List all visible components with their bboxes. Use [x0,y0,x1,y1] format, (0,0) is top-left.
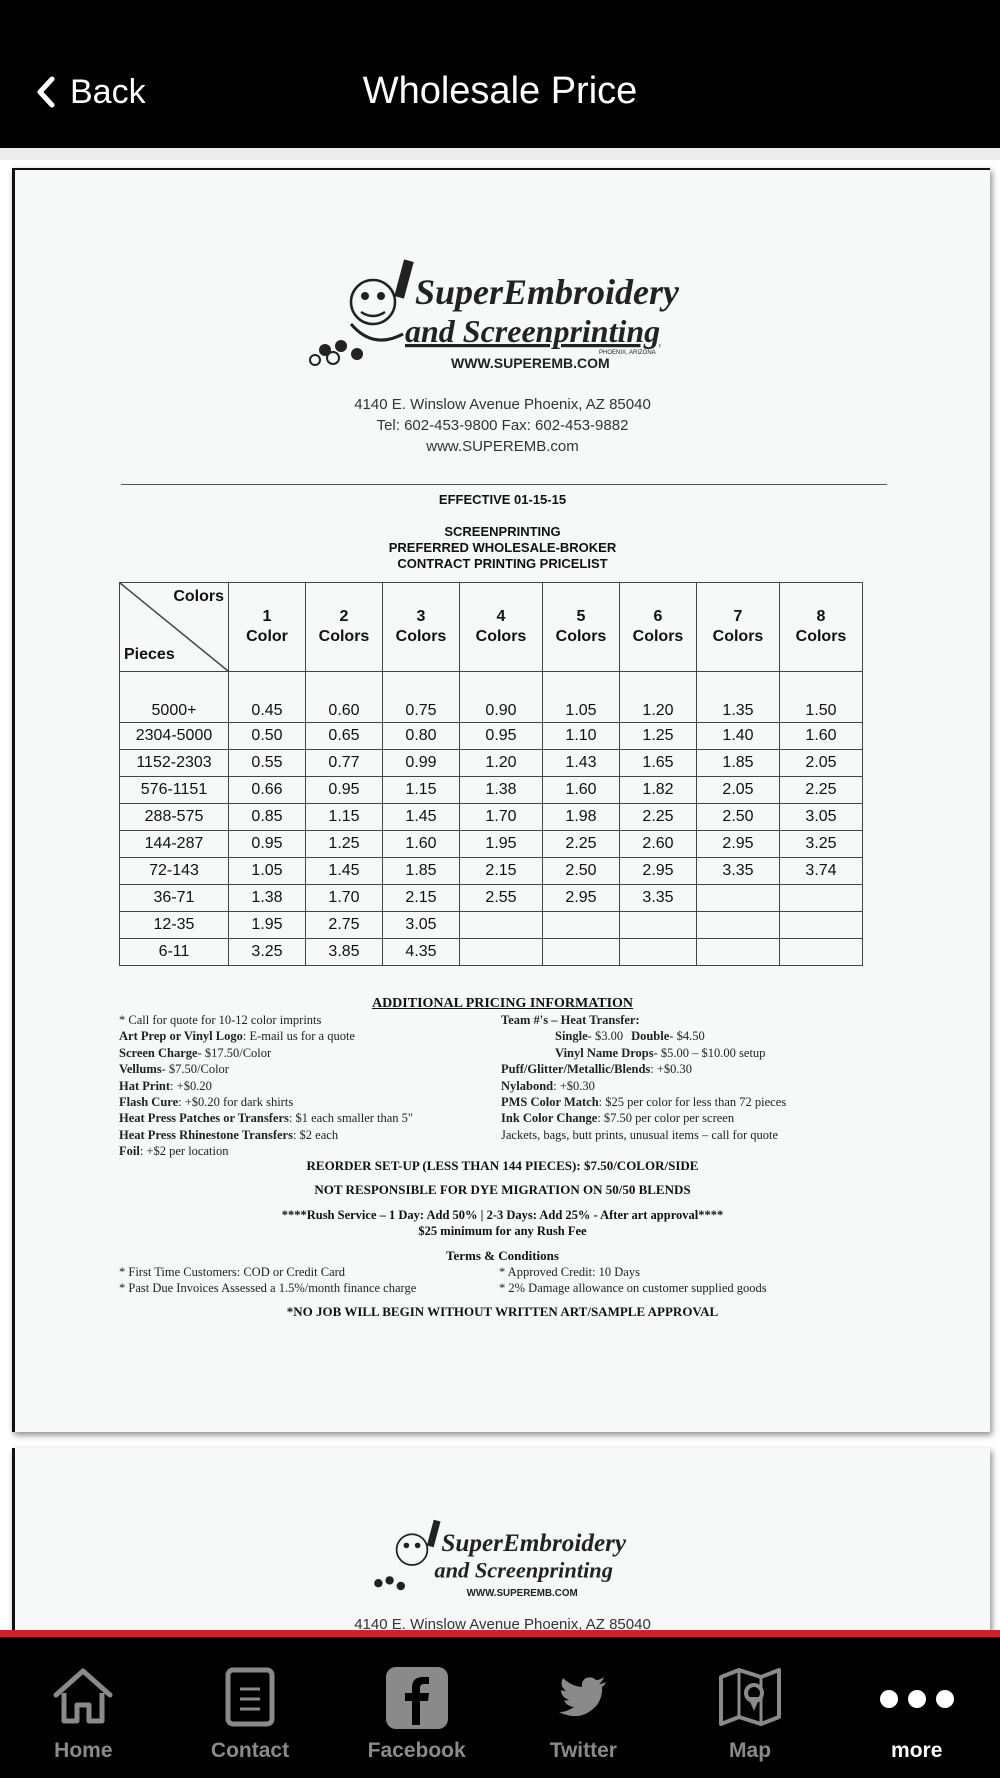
price-table-cell: 1.20 [460,750,543,777]
price-table-cell: 1.98 [543,804,620,831]
price-table-cell [543,939,620,966]
pricing-info-line: Foil: +$2 per location [119,1144,229,1159]
price-table-cell: 1.38 [229,885,306,912]
pricing-info-line: Jackets, bags, butt prints, unusual items – call for quote [501,1127,779,1142]
company-logo [15,254,990,374]
pricing-info-line: Ink Color Change: $7.50 per color per screen [501,1111,735,1126]
price-table-row [120,912,863,939]
price-table-cell: 1.45 [306,858,383,885]
svg-text:PHOENIX, ARIZONA: PHOENIX, ARIZONA [598,350,656,356]
price-table [119,582,863,966]
price-table-column-header: 3 Colors [383,583,460,672]
price-table-cell: 2.25 [780,777,863,804]
price-table-row [120,723,863,750]
more-dots-icon [879,1689,955,1709]
price-table-cell: 2.75 [306,912,383,939]
price-table-quantity-cell: 6-11 [120,939,229,966]
pricing-info-line: Puff/Glitter/Metallic/Blends: +$0.30 [501,1062,693,1077]
document-page-2 [12,1448,990,1630]
price-table-cell: 0.77 [306,750,383,777]
price-table-cell [460,939,543,966]
approval-notice: *NO JOB WILL BEGIN WITHOUT WRITTEN ART/SAMPLE APPROVAL [286,1304,719,1319]
additional-pricing-right [501,1012,881,1143]
heading-screenprinting: SCREENPRINTING [444,524,561,539]
tab-home[interactable] [0,1637,167,1778]
price-table-cell: 1.38 [460,777,543,804]
price-table-cell: 2.05 [780,750,863,777]
price-table-cell: 2.95 [620,858,697,885]
pricing-info-line: Double- $4.50 [631,1029,705,1044]
price-table-corner: Colors Pieces [120,583,229,672]
rush-service: ****Rush Service – 1 Day: Add 50% | 2-3 Days: Add 25% - After art approval**** [281,1208,724,1222]
price-table-row [120,939,863,966]
price-table-cell: 2.50 [543,858,620,885]
tab-contact[interactable] [167,1637,334,1778]
price-table-cell: 1.85 [697,750,780,777]
price-table-cell: 1.15 [306,804,383,831]
price-table-cell: 2.55 [460,885,543,912]
company-phone: Tel: 602-453-9800 Fax: 602-453-9882 [376,417,629,434]
price-table-cell: 0.95 [229,831,306,858]
terms-damage-allowance: * 2% Damage allowance on customer supplied goods [499,1281,767,1295]
pricing-info-line: Team #'s – Heat Transfer: [501,1013,640,1027]
svg-text:SuperEmbroidery: SuperEmbroidery [414,272,679,312]
price-table-cell [697,885,780,912]
rush-minimum: $25 minimum for any Rush Fee [418,1224,587,1238]
price-table-column-header: 2 Colors [306,583,383,672]
price-table-cell: 0.55 [229,750,306,777]
price-table-quantity-cell: 576-1151 [120,777,229,804]
price-table-cell: 2.50 [697,804,780,831]
back-label: Back [70,72,146,111]
price-table-cell [780,885,863,912]
price-table-row [120,777,863,804]
pricing-info-line: PMS Color Match: $25 per color for less than 72 pieces [501,1095,787,1110]
price-table-cell: 1.65 [620,750,697,777]
price-table-cell: 3.05 [383,912,460,939]
tab-more[interactable] [833,1637,1000,1778]
price-table-header [120,583,863,672]
facebook-icon [386,1667,448,1729]
price-table-cell: 1.82 [620,777,697,804]
price-table-cell: 1.70 [306,885,383,912]
price-table-cell: 1.05 [229,858,306,885]
price-table-cell: 1.40 [697,723,780,750]
terms-first-time: * First Time Customers: COD or Credit Card [119,1265,346,1279]
svg-text:and Screenprinting: and Screenprinting [433,1557,613,1583]
terms-approved-credit: * Approved Credit: 10 Days [499,1265,640,1279]
tab-facebook[interactable] [333,1637,500,1778]
price-table-cell: 1.50 [780,672,863,723]
price-table-cell: 0.66 [229,777,306,804]
price-table-cell: 0.90 [460,672,543,723]
price-table-cell: 1.60 [383,831,460,858]
additional-pricing-title: ADDITIONAL PRICING INFORMATION [371,996,634,1011]
price-table-column-header: 6 Colors [620,583,697,672]
accent-line [0,1630,1000,1637]
price-table-cell [543,912,620,939]
pricing-info-line: Vinyl Name Drops- $5.00 – $10.00 setup [555,1045,766,1060]
price-table-cell: 1.95 [229,912,306,939]
divider-rule [121,484,887,485]
pricing-info-line: * Call for quote for 10-12 color imprints [119,1013,322,1027]
price-table-cell [460,912,543,939]
price-table-cell: 1.43 [543,750,620,777]
price-table-cell: 0.75 [383,672,460,723]
divider [0,148,1000,160]
company-address-page2: 4140 E. Winslow Avenue Phoenix, AZ 85040 [354,1616,651,1630]
tab-map[interactable] [667,1637,834,1778]
price-table-cell: 0.65 [306,723,383,750]
reorder-setup: REORDER SET-UP (LESS THAN 144 PIECES): $7.50/COLOR/SIDE [306,1158,699,1173]
map-icon [718,1667,782,1727]
tab-home-label: Home [54,1739,113,1762]
price-table-column-header: 5 Colors [543,583,620,672]
price-table-row [120,804,863,831]
price-table-cell: 2.05 [697,777,780,804]
price-table-cell: 3.35 [620,885,697,912]
price-table-cell: 3.85 [306,939,383,966]
price-table-cell: 3.74 [780,858,863,885]
price-table-cell: 2.95 [697,831,780,858]
svg-text:WWW.SUPEREMB.COM: WWW.SUPEREMB.COM [450,355,610,371]
tab-more-label: more [891,1739,943,1762]
price-table-cell: 0.99 [383,750,460,777]
price-table-cell: 1.05 [543,672,620,723]
price-table-cell: 2.15 [383,885,460,912]
price-table-cell: 1.95 [460,831,543,858]
pricing-info-line: Hat Print: +$0.20 [119,1078,212,1093]
price-table-cell: 1.70 [460,804,543,831]
price-table-cell: 4.35 [383,939,460,966]
price-table-cell [620,939,697,966]
price-table-cell: 3.25 [229,939,306,966]
price-table-cell: 1.85 [383,858,460,885]
price-table-row [120,672,863,723]
terms-past-due: * Past Due Invoices Assessed a 1.5%/month finance charge [119,1281,417,1295]
navigation-bar [0,0,1000,148]
price-table-cell: 3.05 [780,804,863,831]
price-table-cell: 3.35 [697,858,780,885]
svg-text:and Screenprinting: and Screenprinting [404,313,660,349]
price-table-column-header: 4 Colors [460,583,543,672]
price-table-cell: 1.20 [620,672,697,723]
pricing-info-line: Vellums- $7.50/Color [119,1062,229,1077]
twitter-icon [559,1677,607,1717]
price-table-cell: 0.50 [229,723,306,750]
price-table-quantity-cell: 36-71 [120,885,229,912]
price-table-cell: 0.45 [229,672,306,723]
price-table-cell: 1.60 [543,777,620,804]
dye-migration-notice: NOT RESPONSIBLE FOR DYE MIGRATION ON 50/50 BLENDS [314,1182,691,1197]
price-table-cell: 2.15 [460,858,543,885]
price-table-cell: 0.95 [306,777,383,804]
price-table-quantity-cell: 1152-2303 [120,750,229,777]
price-table-cell: 0.80 [383,723,460,750]
price-table-cell: 1.25 [620,723,697,750]
tab-map-label: Map [729,1739,772,1762]
pricing-info-line: Art Prep or Vinyl Logo: E-mail us for a quote [119,1029,355,1044]
price-table-cell: 0.95 [460,723,543,750]
price-table-cell: 2.60 [620,831,697,858]
pricing-info-line: Nylabond: +$0.30 [501,1078,595,1093]
price-table-cell [620,912,697,939]
svg-text:SuperEmbroidery: SuperEmbroidery [440,1530,626,1557]
pricing-info-line: Single- $3.00 [555,1029,624,1044]
document-viewer[interactable] [0,160,1000,1630]
price-table-cell: 1.10 [543,723,620,750]
price-table-quantity-cell: 72-143 [120,858,229,885]
price-table-column-header: 7 Colors [697,583,780,672]
price-table-quantity-cell: 5000+ [120,672,229,723]
price-table-cell: 1.45 [383,804,460,831]
pricing-info-line: Screen Charge- $17.50/Color [119,1045,272,1060]
price-table-quantity-cell: 288-575 [120,804,229,831]
pricing-info-line: Flash Cure: +$0.20 for dark shirts [119,1095,294,1110]
pricing-info-line: Heat Press Rhinestone Transfers: $2 each [119,1127,339,1142]
price-table-cell: 2.25 [620,804,697,831]
terms-title: Terms & Conditions [446,1248,559,1263]
additional-pricing-left [119,1012,489,1160]
price-table-cell [780,939,863,966]
effective-date: EFFECTIVE 01-15-15 [438,492,567,507]
document-page-1 [12,168,990,1432]
tab-bar [0,1637,1000,1778]
price-table-cell: 1.15 [383,777,460,804]
price-table-cell: 1.35 [697,672,780,723]
page-title: Wholesale Price [362,70,638,112]
price-table-cell: 3.25 [780,831,863,858]
company-website: www.SUPEREMB.com [426,438,579,455]
price-table-cell [780,912,863,939]
price-table-cell [697,939,780,966]
price-table-cell: 2.25 [543,831,620,858]
price-table-column-header: 1 Color [229,583,306,672]
tab-facebook-label: Facebook [367,1739,466,1762]
contact-card-icon [225,1667,275,1727]
pricing-info-line: Heat Press Patches or Transfers: $1 each smaller than 5" [119,1111,414,1126]
price-table-quantity-cell: 144-287 [120,831,229,858]
price-table-row [120,858,863,885]
price-table-cell: 0.85 [229,804,306,831]
heading-wholesale: PREFERRED WHOLESALE-BROKER [388,540,617,555]
price-table-row [120,750,863,777]
price-table-column-header: 8 Colors [780,583,863,672]
price-table-cell [697,912,780,939]
company-logo-page2 [15,1516,990,1600]
home-icon [52,1667,114,1725]
tab-contact-label: Contact [210,1739,290,1762]
company-address: 4140 E. Winslow Avenue Phoenix, AZ 85040 [354,396,651,413]
price-table-cell: 0.60 [306,672,383,723]
price-table-quantity-cell: 2304-5000 [120,723,229,750]
tab-twitter-label: Twitter [549,1739,617,1762]
heading-pricelist: CONTRACT PRINTING PRICELIST [397,556,608,571]
price-table-row [120,885,863,912]
price-table-quantity-cell: 12-35 [120,912,229,939]
svg-text:WWW.SUPEREMB.COM: WWW.SUPEREMB.COM [466,1587,578,1599]
price-table-cell: 2.95 [543,885,620,912]
price-table-row [120,831,863,858]
price-table-cell: 1.60 [780,723,863,750]
tab-twitter[interactable] [500,1637,667,1778]
price-table-cell: 1.25 [306,831,383,858]
